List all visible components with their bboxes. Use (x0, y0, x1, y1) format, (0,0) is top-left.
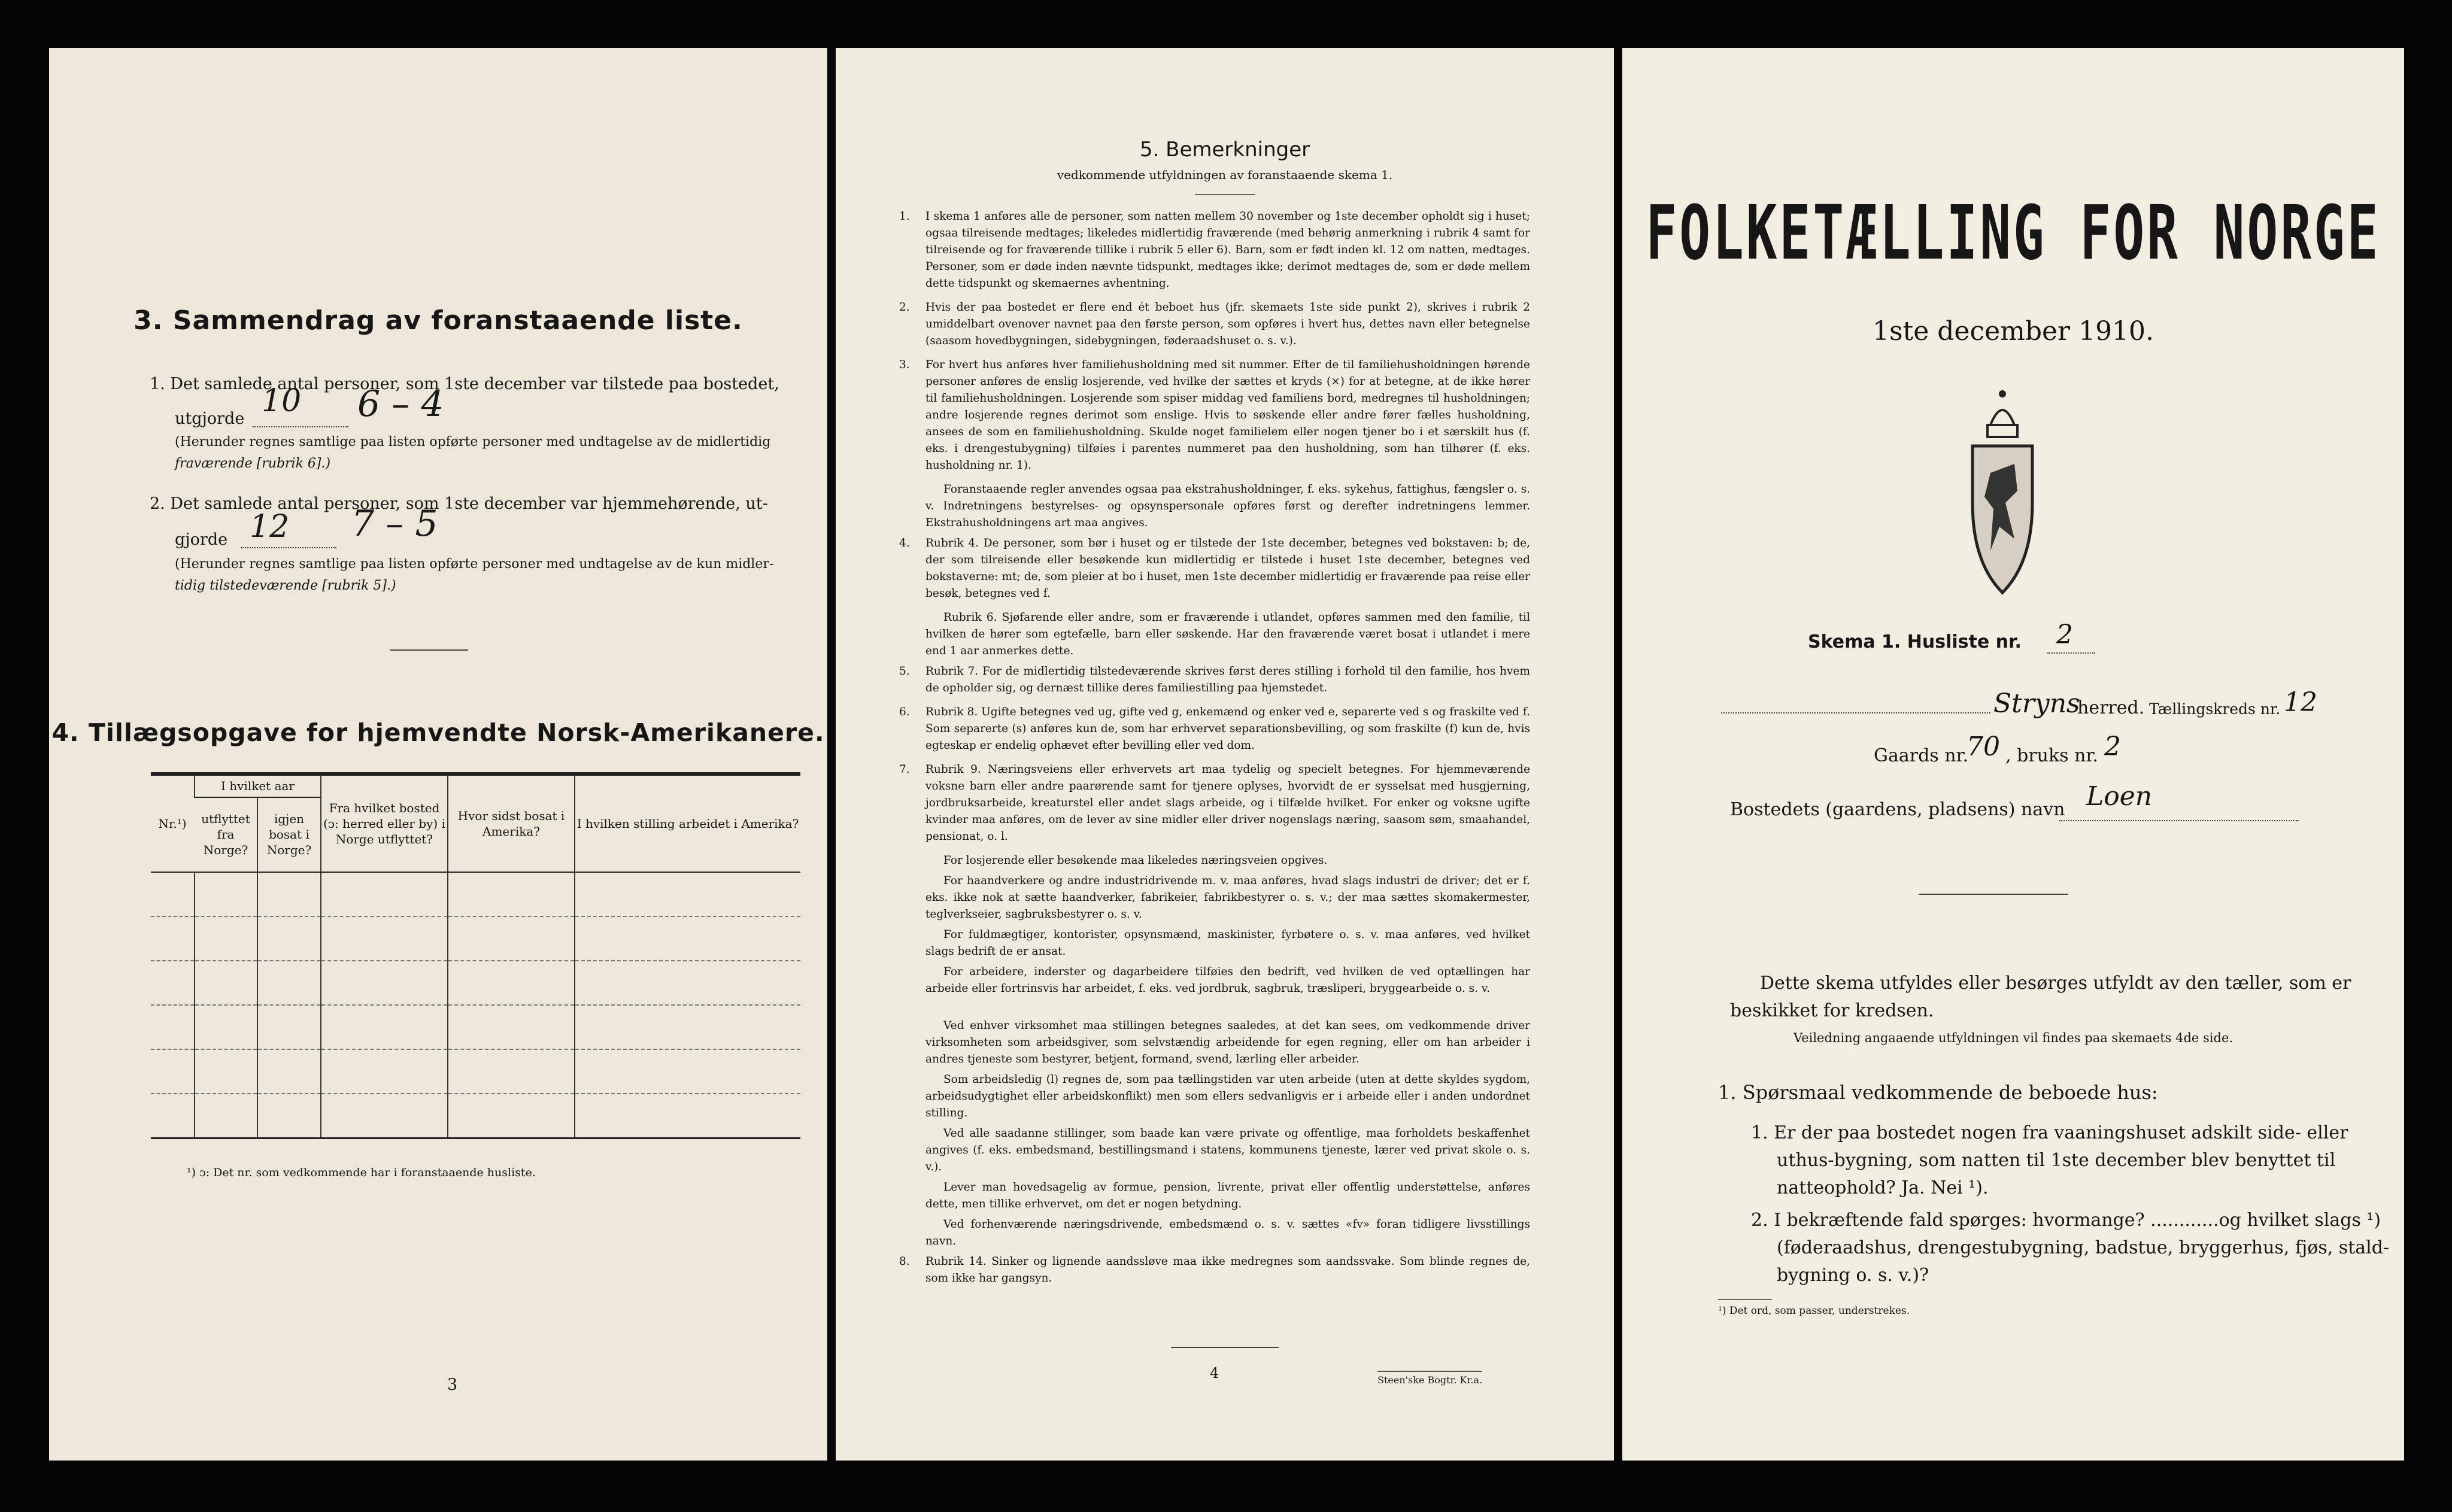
col-from-where: Fra hvilket bosted (ↄ: herred eller by) i Norge utflyttet? (321, 776, 448, 872)
coat-of-arms-icon (1958, 383, 2047, 599)
gaards-number: 70 (1967, 731, 2000, 762)
section-3-title: 3. Sammendrag av foranstaaende liste. (133, 305, 743, 336)
main-title: FOLKETÆLLING FOR NORGE (1646, 190, 2381, 277)
american-table (151, 776, 800, 1139)
question-1-2-b: (føderaadshus, drengestubygning, badstue, bryggerhus, fjøs, stald- (1777, 1237, 2390, 1258)
remark-paragraph (925, 927, 1530, 960)
intro-line-a: Dette skema utfyldes eller besørges utfyldt av den tæller, som er (1760, 973, 2351, 994)
remark-text: Rubrik 9. Næringsveiens eller erhvervets art maa tydelig og specielt betegnes. For hjemmeværende voksne barn eller andre paarørende samt for tjenere oplyses, hvorvidt de er sysselsat med husgjerning, jordbruksarbeide, kreaturstel eller andet slags arbeide, og i tilfælde hvilket. For enker og voksne ugifte kvinder maa anføres, om de lever av sine midler eller driver nogenslags næring, saasom søm, smaahandel, pensionat, o. l. (925, 763, 1530, 843)
herred-name: Stryns (1993, 688, 2080, 719)
table-row (151, 961, 800, 1005)
divider (1171, 1347, 1279, 1348)
remark-text: Foranstaaende regler anvendes ogsaa paa ekstrahusholdninger, f. eks. sykehus, fattighus, fængsler o. s. v. Indretningens bestyrelses- og opsynspersonale opføres først og derefter indretningens lemmer. Ekstrahusholdningens art maa angives. (925, 483, 1530, 529)
page-4-remarks (836, 48, 1614, 1461)
remark-number: 8. (899, 1255, 910, 1268)
ornament-divider (1919, 894, 2068, 895)
remark-paragraph (925, 1018, 1530, 1068)
herred-label: herred. (2077, 697, 2145, 718)
household-number: 2 (2056, 620, 2073, 650)
census-date: 1ste december 1910. (1872, 316, 2154, 347)
remark-number: 4. (899, 537, 910, 549)
remark-paragraph (925, 1071, 1530, 1122)
col-group-year: I hvilket aar (195, 776, 321, 797)
remark-text: For haandverkere og andre industridrivende m. v. maa anføres, hvad slags industri de driver; det er f. eks. ikke nok at sætte haandverker, fabrikeier, fabrikbestyrer o. s. v.; der maa sættes skomakermester, teglverkseier, sagbruksbestyrer o. s. v. (925, 875, 1530, 921)
remark-paragraph (925, 852, 1530, 869)
remark-text: For losjerende eller besøkende maa likeledes næringsveien opgives. (943, 854, 1328, 867)
divider (1195, 194, 1255, 195)
bosted-name: Loen (2086, 781, 2153, 812)
remark-number: 6. (899, 706, 910, 718)
remark-number: 3. (899, 359, 910, 371)
remark-number: 2. (899, 301, 910, 314)
remark-text: For hvert hus anføres hver familiehusholdning med sit nummer. Efter de til familiehusholdningen hørende personer anføres de enslig losjerende, ved hvilke der sættes et kryds (×) for at betegne, at de ikke hører til familiehusholdningen. Losjerende som spiser middag ved familiens bord, medregnes til husholdningen; andre losjerende regnes derimot som enslige. Hvis to søskende eller andre fører fælles husholdning, ansees de som en familiehusholdning. Skulde noget familielem eller nogen tjener bo i et særskilt hus (f. eks. i drengestubygning) tilføies i parentes nummeret paa den husholdning, som han tilhører (f. eks. husholdning nr. 1). (925, 359, 1530, 472)
remark-text: Ved alle saadanne stillinger, som baade kan være private og offentlige, maa forholdets beskaffenhet angives (f. eks. embedsmand, bestillingsmand i statens, kommunens tjeneste, lærer ved privat skole o. s. v.). (925, 1127, 1530, 1173)
page-3-summary (49, 48, 827, 1461)
gaards-label: Gaards nr. (1874, 745, 1969, 766)
remark-number: 5. (899, 665, 910, 678)
table-row (151, 1094, 800, 1138)
item-2-dotted-line (241, 547, 336, 548)
item-1-dotted-line (253, 426, 348, 427)
intro-line-b: beskikket for kredsen. (1730, 1000, 1934, 1021)
kreds-number: 12 (2284, 687, 2317, 718)
schema-label: Skema 1. Husliste nr. (1808, 631, 2022, 652)
question-1-1-a: 1. Er der paa bostedet nogen fra vaaningshuset adskilt side- eller (1751, 1122, 2348, 1143)
remark-paragraph (925, 873, 1530, 923)
american-table-wrap (151, 772, 800, 1139)
remark-number: 7. (899, 763, 910, 776)
table-row (151, 872, 800, 916)
remark-paragraph (899, 208, 1530, 292)
remark-text: For arbeidere, inderster og dagarbeidere tilføies den bedrift, ved hvilken de ved optællingen har arbeide eller fortrinsvis har arbeidet, f. eks. ved jordbruk, sagbruk, træsliperi, bryggearbeide o. s. v. (925, 966, 1530, 995)
remark-text: Som arbeidsledig (l) regnes de, som paa tællingstiden var uten arbeide (uten at dette skyldes sygdom, arbeidsudygtighet eller arbeidskonflikt) men som ellers sedvanligvis er i arbeide eller i anden undordnet stilling. (925, 1073, 1530, 1119)
remark-paragraph (925, 481, 1530, 532)
footnote-rule (1718, 1299, 1772, 1300)
item-1-handwritten-total: 10 (262, 383, 302, 419)
col-last-in-america: Hvor sidst bosat i Amerika? (448, 776, 575, 872)
page-number: 3 (447, 1376, 458, 1394)
item-2-line-b: gjorde (175, 530, 228, 549)
col-returned: igjen bosat i Norge? (257, 797, 321, 872)
table-row (151, 916, 800, 961)
remarks-subtitle: vedkommende utfyldningen av foranstaaende skema 1. (1057, 168, 1393, 182)
remark-text: I skema 1 anføres alle de personer, som natten mellem 30 november og 1ste december opholdt sig i huset; ogsaa tilreisende medtages; likeledes midlertidig fraværende (med behørig anmerkning i rubrik 4 samt for tilreisende og for fraværende tillike i rubrik 5 eller 6). Barn, som er født inden kl. 12 om natten, medtages. Personer, som er døde inden nævnte tidspunkt, medtages ikke; derimot medtages de, som er døde mellem dette tidspunkt og skemaernes avhentning. (925, 210, 1530, 290)
bruks-number: 2 (2104, 731, 2121, 762)
divider (390, 649, 468, 651)
guidance-note: Veiledning angaaende utfyldningen vil findes paa skemaets 4de side. (1793, 1031, 2233, 1045)
remark-paragraph (925, 1125, 1530, 1176)
col-emigrated: utflyttet fra Norge? (195, 797, 257, 872)
item-2-note-a: (Herunder regnes samtlige paa listen opførte personer med undtagelse av de kun midler- (175, 557, 774, 572)
household-number-line (2047, 652, 2095, 654)
item-2-handwritten-total: 12 (250, 509, 290, 545)
question-1-2-a: 2. I bekræftende fald spørges: hvormange? ............og hvilket slags ¹) (1751, 1210, 2381, 1231)
remark-text: Rubrik 14. Sinker og lignende aandssløve maa ikke medregnes som aandssvake. Som blinde regnes de, som ikke har gangsyn. (925, 1255, 1530, 1285)
bosted-line (2059, 820, 2299, 821)
table-footnote: ¹) ↄ: Det nr. som vedkommende har i foranstaaende husliste. (187, 1166, 536, 1179)
kreds-label: Tællingskreds nr. (2149, 700, 2281, 718)
item-2-handwritten-split: 7 – 5 (351, 503, 438, 545)
bosted-label: Bostedets (gaardens, pladsens) navn (1730, 799, 2065, 820)
printer-mark: Steen'ske Bogtr. Kr.a. (1377, 1371, 1482, 1386)
remark-text: Lever man hovedsagelig av formue, pension, livrente, privat eller offentlig understøttelse, anføres dette, men tillike erhvervet, om det er nogen betydning. (925, 1181, 1530, 1210)
remark-paragraph (925, 964, 1530, 997)
question-1-1-b: uthus-bygning, som natten til 1ste december blev benyttet til (1777, 1150, 2336, 1171)
remark-paragraph (899, 357, 1530, 474)
remark-paragraph (925, 1216, 1530, 1250)
remark-paragraph (899, 1253, 1530, 1287)
remark-text: Rubrik 7. For de midlertidig tilstedeværende skrives først deres stilling i forhold til den familie, hos hvem de opholder sig, og dernæst tillike deres familiestilling paa hjemstedet. (925, 665, 1530, 694)
item-1-handwritten-split: 6 – 4 (357, 383, 444, 425)
item-2-note-b: tidig tilstedeværende [rubrik 5].) (175, 578, 396, 593)
remark-text: Rubrik 6. Sjøfarende eller andre, som er fraværende i utlandet, opføres sammen med den familie, til hvilken de hører som egtefælle, barn eller søskende. Har den fraværende været bosat i utlandet i mere end 1 aar anmerkes dette. (925, 611, 1530, 657)
remark-text: Ved enhver virksomhet maa stillingen betegnes saaledes, at det kan sees, om vedkommende driver virksomheten som arbeidsgiver, som selvstændig arbeidende for egen regning, eller om han arbeider i andres tjeneste som bestyrer, betjent, formand, svend, lærling eller arbeider. (925, 1019, 1530, 1065)
item-1-note-b: fraværende [rubrik 6].) (175, 456, 331, 471)
page-number: 4 (1210, 1365, 1219, 1382)
remark-text: Ved forhenværende næringsdrivende, embedsmænd o. s. v. sættes «fv» foran tidligere livsstillings navn. (925, 1218, 1530, 1247)
col-occupation-america: I hvilken stilling arbeidet i Amerika? (575, 776, 800, 872)
remark-paragraph (899, 299, 1530, 350)
item-1-note-a: (Herunder regnes samtlige paa listen opførte personer med undtagelse av de midlertidig (175, 435, 771, 450)
remark-text: For fuldmægtiger, kontorister, opsynsmænd, maskinister, fyrbøtere o. s. v. maa anføres, ved hvilket slags bedrift de er ansat. (925, 928, 1530, 958)
remark-paragraph (899, 704, 1530, 754)
item-1-line-b: utgjorde (175, 409, 245, 428)
table-row (151, 1005, 800, 1049)
remark-paragraph (899, 535, 1530, 602)
page-1-cover (1622, 48, 2404, 1461)
remark-paragraph (899, 663, 1530, 697)
remark-paragraph (925, 609, 1530, 660)
item-2-line-a: 2. Det samlede antal personer, som 1ste december var hjemmehørende, ut- (150, 494, 768, 513)
question-1-title: 1. Spørsmaal vedkommende de beboede hus: (1718, 1081, 2158, 1104)
cover-footnote: ¹) Det ord, som passer, understrekes. (1718, 1305, 1910, 1317)
remark-paragraph (925, 1179, 1530, 1213)
remark-paragraph (899, 761, 1530, 845)
remark-text: Rubrik 4. De personer, som bør i huset og er tilstede der 1ste december, betegnes ved bokstaven: b; de, der som tilreisende eller besøkende kun midlertidig er tilstede i huset 1ste december, betegnes ved bokstaverne: mt; de, som pleier at bo i huset, men 1ste december midlertidig er fraværende paa reise eller besøk, betegnes ved f. (925, 537, 1530, 600)
remarks-title: 5. Bemerkninger (1139, 138, 1310, 162)
question-1-2-c: bygning o. s. v.)? (1777, 1265, 1929, 1286)
question-1-1-c: natteophold? Ja. Nei ¹). (1777, 1177, 1989, 1198)
bruks-label: , bruks nr. (2005, 745, 2098, 766)
herred-line-left (1721, 712, 1990, 714)
col-nr: Nr.¹) (151, 776, 195, 872)
item-1-line-a: 1. Det samlede antal personer, som 1ste december var tilstede paa bostedet, (150, 375, 779, 393)
remark-number: 1. (899, 210, 910, 223)
remark-text: Hvis der paa bostedet er flere end ét beboet hus (jfr. skemaets 1ste side punkt 2), skrives i rubrik 2 umiddelbart ovenover navnet paa den første person, som opføres i hvert hus, dettes navn eller betegnelse (saasom hovedbygningen, sidebygningen, føderaadshuset o. s. v.). (925, 301, 1530, 347)
table-row (151, 1049, 800, 1094)
section-4-title: 4. Tillægsopgave for hjemvendte Norsk-Amerikanere. (51, 718, 825, 747)
remark-text: Rubrik 8. Ugifte betegnes ved ug, gifte ved g, enkemænd og enker ved e, separerte ved s og fraskilte ved f. Som separerte (s) anføres kun de, som har erhvervet separationsbevilling, og som fraskilte (f) kun de, hvis egteskap er endelig ophævet efter bevilling eller ved dom. (925, 706, 1530, 752)
